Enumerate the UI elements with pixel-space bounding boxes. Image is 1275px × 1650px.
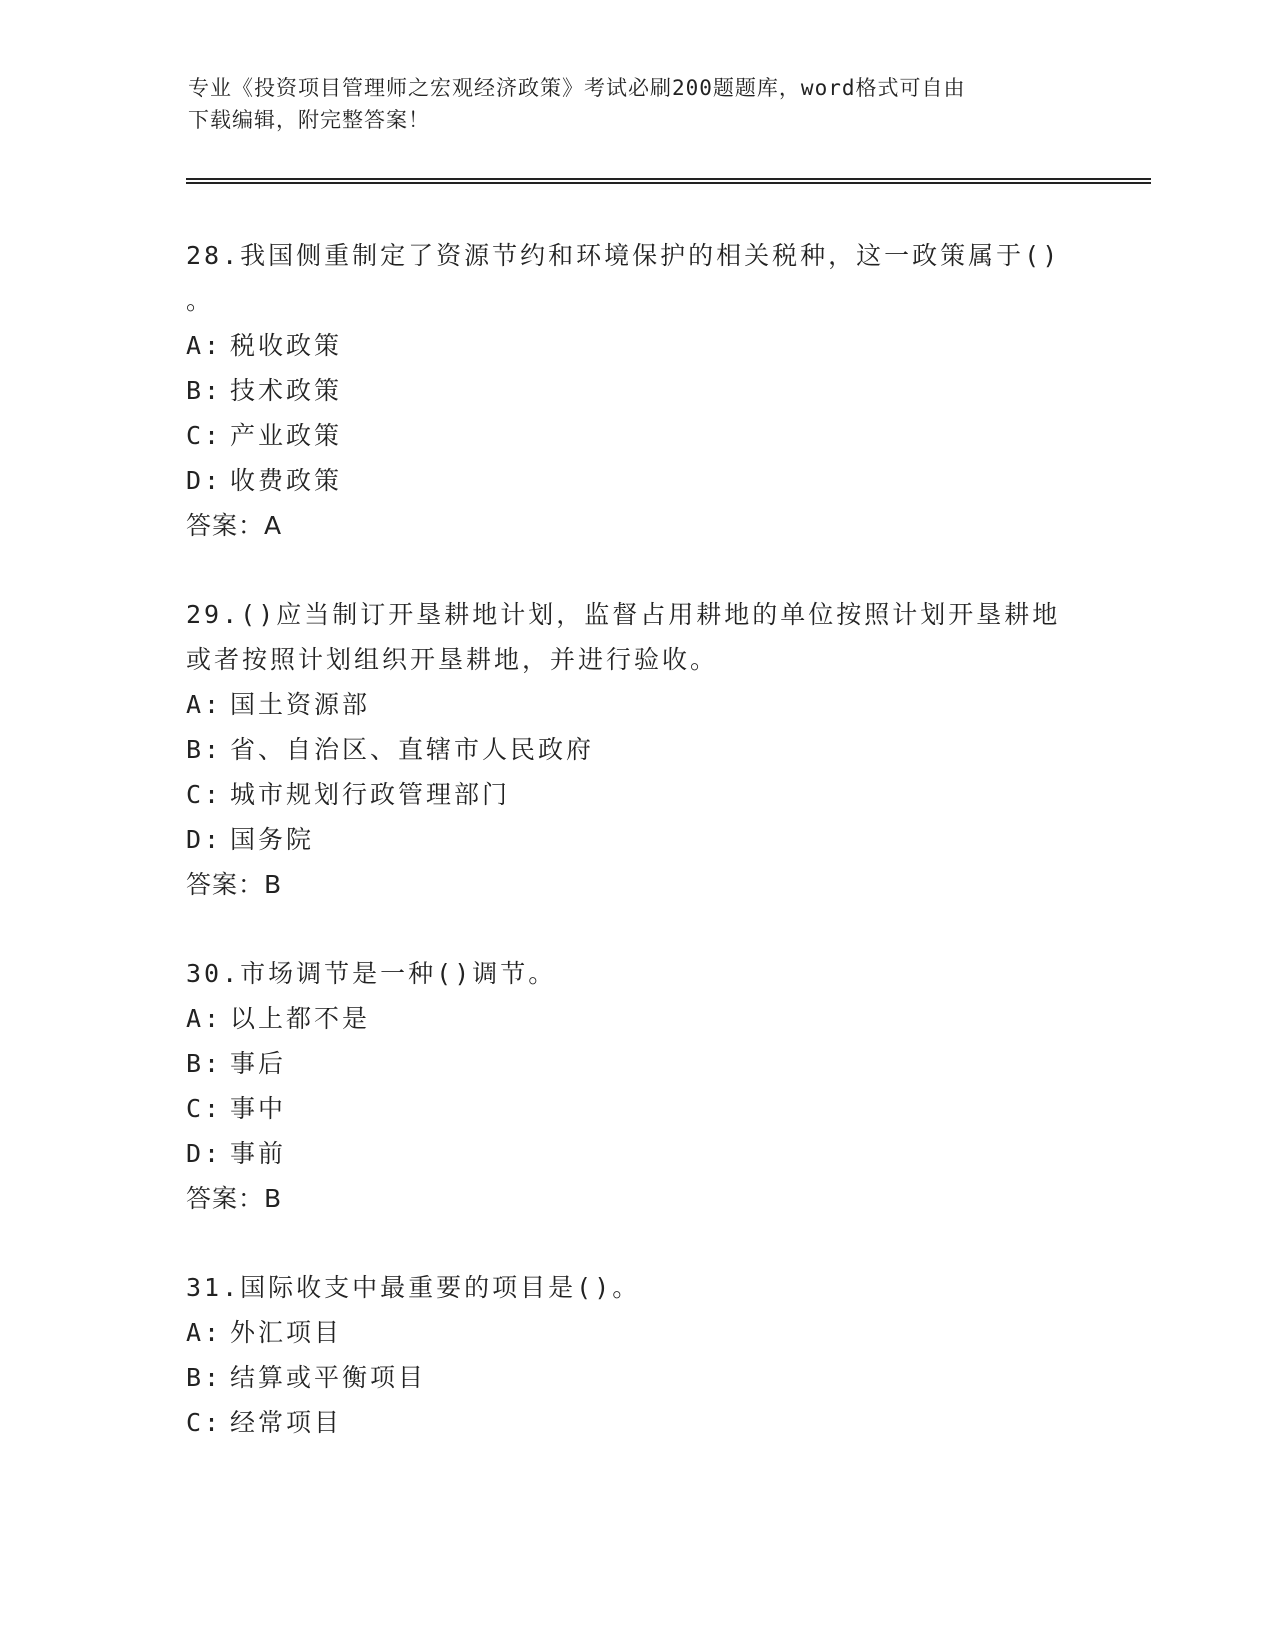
option-key: C: [186, 1094, 223, 1123]
option-text: 省、自治区、直辖市人民政府 [230, 735, 595, 764]
option-key: A: [186, 331, 223, 360]
option-b [186, 1041, 1086, 1086]
answer-line: 答案：A [186, 511, 283, 540]
option-key: C: [186, 1408, 223, 1437]
option-text: 以上都不是 [230, 1004, 371, 1033]
question-list [186, 233, 1086, 1489]
option-b [186, 727, 1086, 772]
option-key: B: [186, 735, 223, 764]
option-text: 结算或平衡项目 [230, 1363, 427, 1392]
option-a [186, 1310, 1086, 1355]
option-text: 税收政策 [230, 331, 343, 360]
option-text: 外汇项目 [230, 1318, 343, 1347]
question-stem-continuation: 或者按照计划组织开垦耕地，并进行验收。 [186, 645, 719, 674]
option-c [186, 1086, 1086, 1131]
header-divider [186, 178, 1151, 184]
document-header [188, 72, 1088, 136]
answer-line: 答案：B [186, 1184, 283, 1213]
option-c [186, 1400, 1086, 1445]
option-text: 收费政策 [230, 466, 343, 495]
option-key: D: [186, 825, 223, 854]
option-text: 经常项目 [230, 1408, 343, 1437]
option-text: 事后 [230, 1049, 287, 1078]
option-key: B: [186, 1049, 223, 1078]
option-d [186, 458, 1086, 503]
option-c [186, 413, 1086, 458]
option-key: C: [186, 780, 223, 809]
option-key: B: [186, 376, 223, 405]
option-text: 城市规划行政管理部门 [230, 780, 511, 809]
option-c [186, 772, 1086, 817]
option-text: 技术政策 [230, 376, 343, 405]
option-text: 国土资源部 [230, 690, 371, 719]
question-stem-continuation: 。 [186, 286, 215, 315]
question-31 [186, 1265, 1086, 1445]
question-30 [186, 951, 1086, 1221]
question-stem: 31.国际收支中最重要的项目是()。 [186, 1273, 641, 1302]
option-a [186, 682, 1086, 727]
option-b [186, 1355, 1086, 1400]
option-key: A: [186, 1318, 223, 1347]
question-28 [186, 233, 1086, 548]
option-key: A: [186, 1004, 223, 1033]
answer-line: 答案：B [186, 870, 283, 899]
option-text: 国务院 [230, 825, 315, 854]
option-text: 产业政策 [230, 421, 343, 450]
option-key: D: [186, 466, 223, 495]
header-line-1: 专业《投资项目管理师之宏观经济政策》考试必刷200题题库，word格式可自由 [188, 76, 966, 100]
question-29 [186, 592, 1086, 907]
option-a [186, 323, 1086, 368]
question-stem: 30.市场调节是一种()调节。 [186, 959, 557, 988]
option-text: 事前 [230, 1139, 287, 1168]
option-text: 事中 [230, 1094, 287, 1123]
header-line-2: 下载编辑，附完整答案！ [188, 108, 430, 132]
question-stem: 29.()应当制订开垦耕地计划，监督占用耕地的单位按照计划开垦耕地 [186, 600, 1061, 629]
option-key: A: [186, 690, 223, 719]
option-b [186, 368, 1086, 413]
option-key: D: [186, 1139, 223, 1168]
option-key: C: [186, 421, 223, 450]
option-key: B: [186, 1363, 223, 1392]
option-d [186, 817, 1086, 862]
question-stem: 28.我国侧重制定了资源节约和环境保护的相关税种，这一政策属于() [186, 241, 1061, 270]
option-a [186, 996, 1086, 1041]
option-d [186, 1131, 1086, 1176]
